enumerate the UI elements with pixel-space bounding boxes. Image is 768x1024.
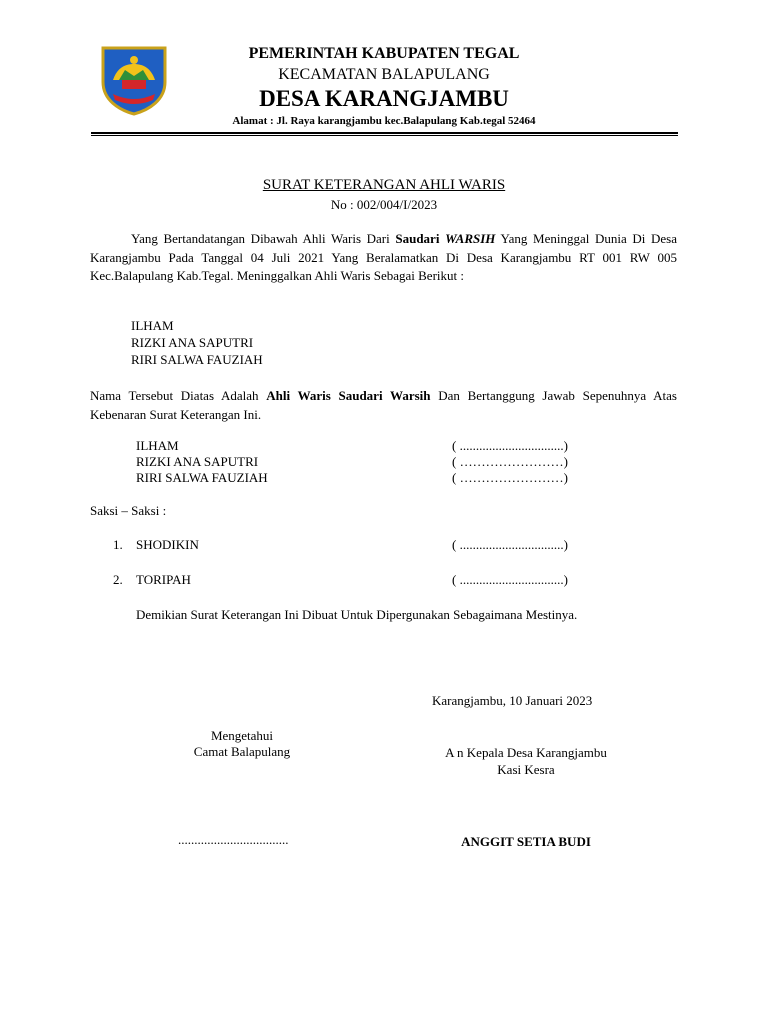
header-village: DESA KARANGJAMBU — [259, 86, 509, 111]
camat-signature-dots: .................................. — [178, 832, 289, 847]
camat-title: Camat Balapulang — [193, 744, 291, 759]
letter-title: SURAT KETERANGAN AHLI WARIS — [262, 177, 506, 193]
heir-item: RIZKI ANA SAPUTRI — [131, 335, 254, 350]
witness-name: SHODIKIN — [136, 537, 199, 552]
signer-name: ILHAM — [136, 438, 179, 453]
witness-number: 2. — [113, 572, 123, 587]
opening-paragraph: Yang Bertandatangan Dibawah Ahli Waris Dari Saudari WARSIH Yang Meninggal Dunia Di Desa Karangjambu Pada Tanggal 04 Juli 2021 Yang Beralamatkan Di Desa Karangjambu RT 001 RW 005 Kec.Balapulang Kab.Tegal. Meninggalkan Ahli Waris Sebagai Berikut : — [90, 231, 677, 283]
village-emblem-logo — [99, 44, 169, 116]
kasi-kesra-title: Kasi Kesra — [497, 762, 555, 777]
witness-number: 1. — [113, 537, 123, 552]
witness-label: Saksi – Saksi : — [90, 503, 167, 518]
acknowledge-label: Mengetahui — [210, 728, 274, 743]
letter-number: No : 002/004/I/2023 — [330, 197, 438, 212]
witness-name: TORIPAH — [136, 572, 191, 587]
village-head-title: A n Kepala Desa Karangjambu — [445, 745, 607, 760]
heir-item: ILHAM — [131, 318, 174, 333]
header-government: PEMERINTAH KABUPATEN TEGAL — [248, 45, 520, 62]
signature-line: ( ……………………) — [452, 470, 568, 485]
heir-item: RIRI SALWA FAUZIAH — [131, 352, 263, 367]
signer-name: RIRI SALWA FAUZIAH — [136, 470, 268, 485]
signatory-name: ANGGIT SETIA BUDI — [461, 834, 591, 849]
header-divider-thick — [91, 132, 678, 134]
signature-line: ( ……………………) — [452, 454, 568, 469]
statement-paragraph: Nama Tersebut Diatas Adalah Ahli Waris Saudari Warsih Dan Bertanggung Jawab Sepenuhnya Atas Kebenaran Surat Keterangan Ini. — [90, 388, 677, 422]
witness-signature-line: ( ................................) — [452, 572, 568, 587]
header-address: Alamat : Jl. Raya karangjambu kec.Balapulang Kab.tegal 52464 — [232, 115, 536, 127]
signature-line: ( ................................) — [452, 438, 568, 453]
place-date: Karangjambu, 10 Januari 2023 — [432, 693, 593, 708]
signer-name: RIZKI ANA SAPUTRI — [136, 454, 259, 469]
header-district: KECAMATAN BALAPULANG — [278, 66, 490, 83]
closing-statement: Demikian Surat Keterangan Ini Dibuat Untuk Dipergunakan Sebagaimana Mestinya. — [136, 607, 578, 622]
header-divider-thin — [91, 135, 678, 136]
witness-signature-line: ( ................................) — [452, 537, 568, 552]
